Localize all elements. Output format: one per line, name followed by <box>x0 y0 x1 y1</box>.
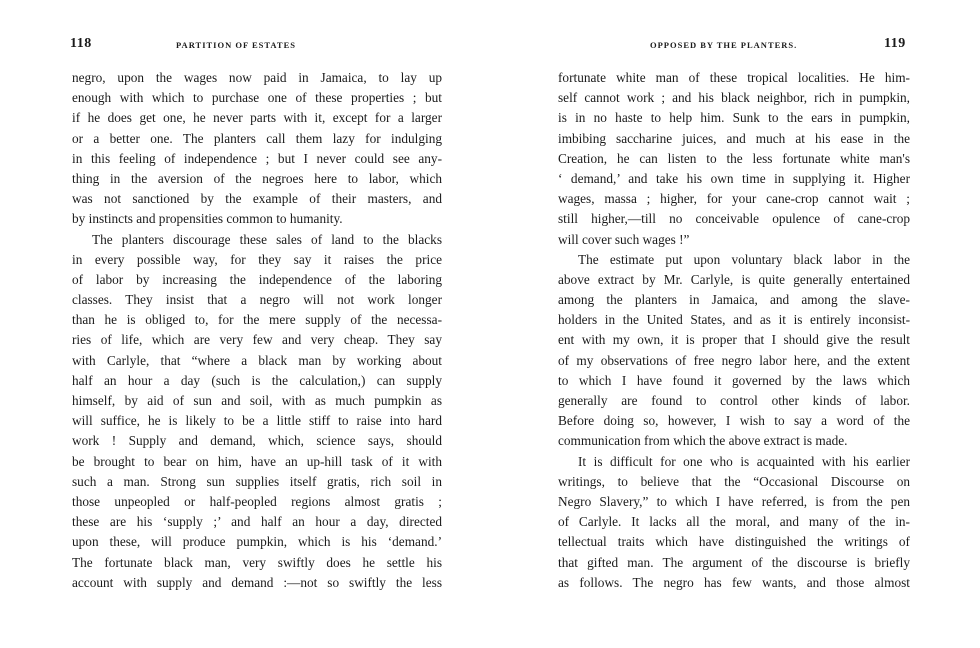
text-line: generally are found to control other kinds of labor. <box>558 393 910 408</box>
text-line: if he does get one, he never parts with it, except for a larger <box>72 110 442 126</box>
text-line: with Carlyle, that “where a black man by working about <box>72 352 442 368</box>
text-line: self cannot work ; and his black neighbor, rich in pumpkin, <box>558 90 910 106</box>
text-line: tellectual traits which have distinguished the writings of <box>558 534 910 550</box>
left-running-head: PARTITION OF ESTATES <box>176 40 296 50</box>
text-line: will suffice, he is likely to be a little stiff to raise into hard <box>72 413 442 429</box>
text-line: such a man. Strong sun supplies itself gratis, rich soil in <box>72 473 442 489</box>
text-line: these are his ‘supply ;’ and half an hour a day, directed <box>72 514 442 530</box>
text-line: wages, massa ; higher, for your cane-crop cannot wait ; <box>558 191 910 207</box>
text-line: of my observations of free negro labor here, and the extent <box>558 352 910 368</box>
text-line: holders in the United States, and as it is entirely inconsist- <box>558 312 910 328</box>
text-line: in every possible way, for they say it raises the price <box>72 251 442 267</box>
text-line: Before doing so, however, I wish to say a word of the <box>558 413 910 429</box>
text-line: in this feeling of independence ; but I never could see any- <box>72 150 442 166</box>
text-line: still higher,—till no conceivable opulence of cane-crop <box>558 211 910 227</box>
text-line: The estimate put upon voluntary black labor in the <box>578 251 910 267</box>
text-line: above extract by Mr. Carlyle, is quite generally entertained <box>558 271 910 287</box>
text-line: Creation, he can listen to the less fortunate white man's <box>558 150 910 166</box>
text-line: ‘ demand,’ and take his own time in supplying it. Higher <box>558 170 910 186</box>
text-line: than he is obliged to, for the mere supply of the necessa- <box>72 312 442 328</box>
text-line: will cover such wages !” <box>558 231 690 247</box>
text-line: writings, to believe that the “Occasional Discourse on <box>558 473 910 489</box>
text-line: thing in the aversion of the negroes here to labor, which <box>72 170 442 186</box>
right-page-number: 119 <box>884 36 906 51</box>
text-line: to which I have found it governed by the laws which <box>558 372 910 388</box>
text-line: negro, upon the wages now paid in Jamaica, to lay up <box>72 70 442 85</box>
text-line: account with supply and demand :—not so swiftly the less <box>72 574 442 590</box>
text-line: upon these, will produce pumpkin, which is his ‘demand.’ <box>72 534 442 550</box>
text-line: is in no haste to help him. Sunk to the ears in pumpkin, <box>558 110 910 126</box>
text-line: those unpeopled or half-peopled regions almost gratis ; <box>72 493 442 509</box>
text-line: fortunate white man of these tropical localities. He him- <box>558 70 910 85</box>
text-line: ent with my own, it is proper that I should give the result <box>558 332 910 348</box>
left-page-number: 118 <box>70 36 92 51</box>
text-line: It is difficult for one who is acquainted with his earlier <box>578 453 910 469</box>
right-running-head: OPPOSED BY THE PLANTERS. <box>650 40 798 50</box>
text-line: The planters discourage these sales of land to the blacks <box>92 231 442 247</box>
text-line: himself, by aid of sun and soil, with as much pumpkin as <box>72 393 442 408</box>
text-line: ries of life, which are very few and very cheap. They say <box>72 332 442 348</box>
text-line: or a better one. The planters call them lazy for indulging <box>72 130 442 146</box>
text-line: classes. They insist that a negro will not work longer <box>72 292 442 308</box>
text-line: The fortunate black man, very swiftly does he settle his <box>72 554 442 570</box>
text-line: enough with which to purchase one of these properties ; but <box>72 90 442 106</box>
text-line: of Carlyle. It lacks all the moral, and many of the in- <box>558 514 910 530</box>
text-line: among the planters in Jamaica, and among the slave- <box>558 292 910 308</box>
text-line: imbibing saccharine juices, and much at his ease in the <box>558 130 910 146</box>
text-line: half an hour a day (such is the calculation,) can supply <box>72 372 442 388</box>
text-line: that gifted man. The argument of the discourse is briefly <box>558 554 910 570</box>
text-line: communication from which the above extract is made. <box>558 433 848 449</box>
text-line: was not sanctioned by the example of their masters, and <box>72 191 442 207</box>
text-line: as follows. The negro has few wants, and those almost <box>558 574 910 590</box>
left-body-text <box>72 68 442 593</box>
text-line: Negro Slavery,” to which I have referred, is from the pen <box>558 493 910 509</box>
text-line: by instincts and propensities common to humanity. <box>72 211 343 227</box>
text-line: be brought to bear on him, have an up-hill task of it with <box>72 453 442 469</box>
text-line: of labor by increasing the independence of the laboring <box>72 271 442 287</box>
text-line: work ! Supply and demand, which, science says, should <box>72 433 442 449</box>
right-body-text <box>558 68 910 593</box>
